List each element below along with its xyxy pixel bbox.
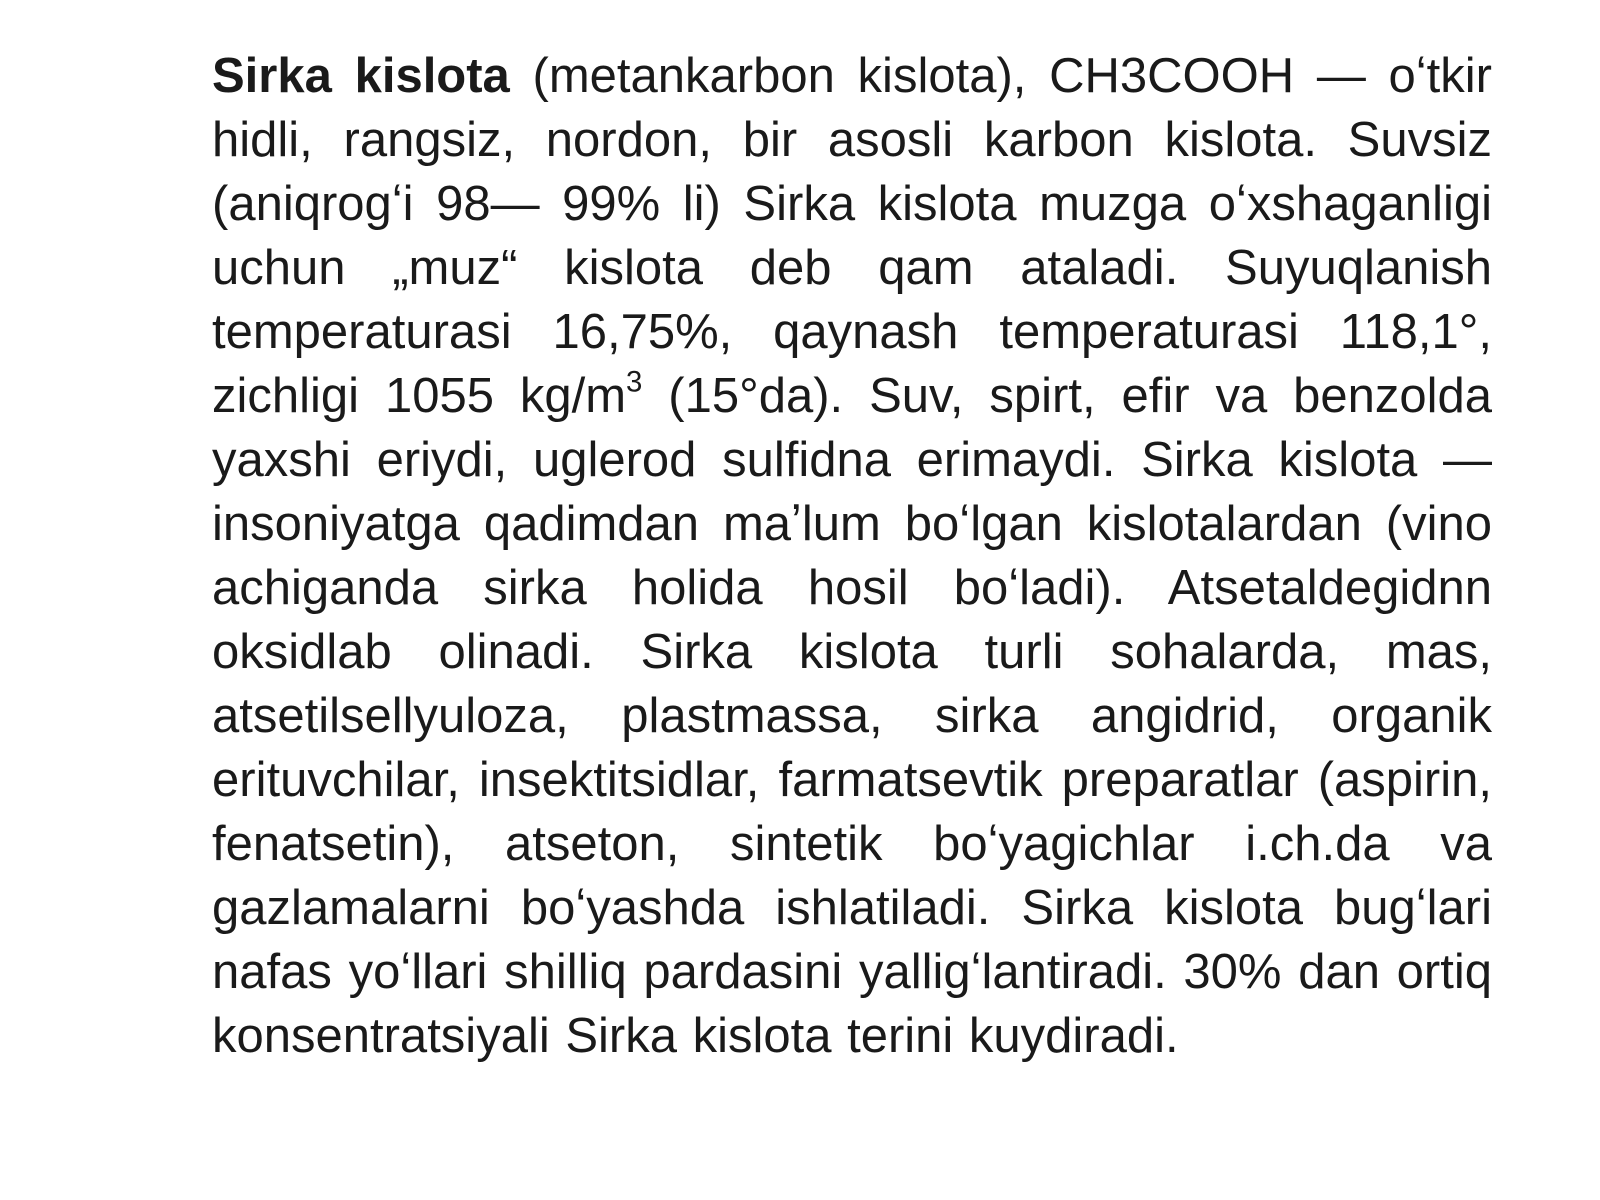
article-body-part-2: (15°da). Suv, spirt, efir va benzolda yaxshi eriydi, uglerod sulfidna erimaydi. Sirka kislota — insoniyatga qadimdan maʼlum boʻlgan kislotalardan (vino achiganda sirka holida hosil boʻladi). Atsetaldegidnn oksidlab olinadi. Sirka kislota turli sohalarda, mas, atsetilsellyuloza, plastmassa, sirka angidrid, organik erituvchilar, insektitsidlar, farmatsevtik preparatlar (aspirin, fenatsetin), atseton, sintetik boʻyagichlar i.ch.da va gazlamalarni boʻyashda ishlatiladi. Sirka kislota bugʻlari nafas yoʻllari shilliq pardasini yalligʻlantiradi. 30% dan ortiq konsentratsiyali Sirka kislota terini kuydiradi. — [212, 369, 1492, 1063]
article-paragraph — [212, 44, 1492, 1068]
cubic-superscript: 3 — [626, 365, 643, 399]
article-term: Sirka kislota — [212, 49, 510, 103]
article-body-part-1: (metankarbon kislota), CH3COOH — oʻtkir hidli, rangsiz, nordon, bir asosli karbon kislota. Suvsiz (aniqrogʻi 98— 99% li) Sirka kislota muzga oʻxshaganligi uchun „muz“ kislota deb qam ataladi. Suyuqlanish temperaturasi 16,75%, qaynash temperaturasi 118,1°, zichligi 1055 kg/m — [212, 49, 1492, 423]
